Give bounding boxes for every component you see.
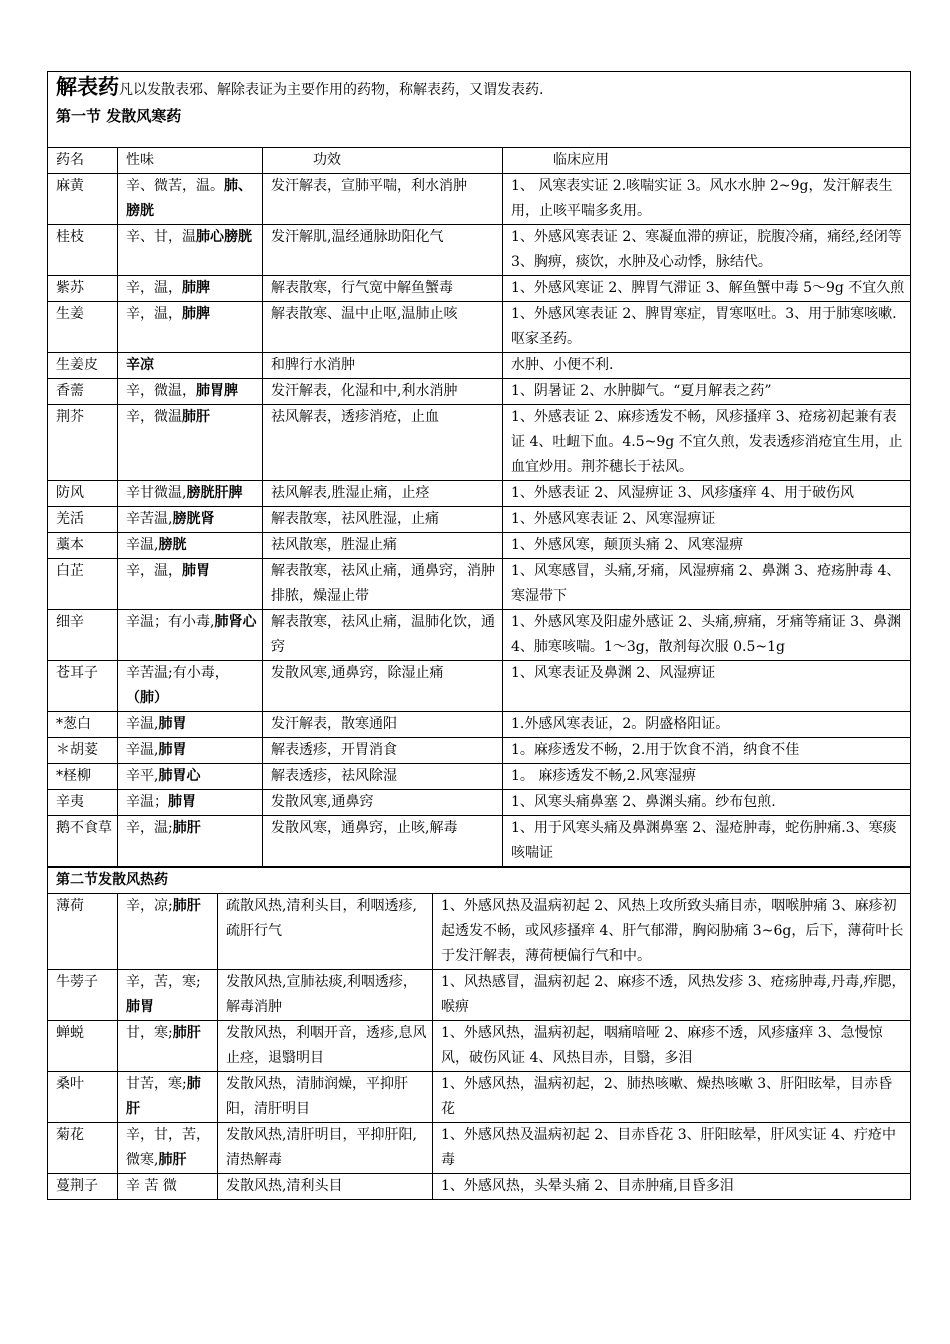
meridian-text: 肺肝	[172, 1025, 201, 1041]
taste-text: 辛，温，	[126, 306, 182, 322]
cell-use: 1、外感风寒及阳虚外感证 2、头痛,痹痛，牙痛等痛证 3、鼻渊 4、肺寒咳喘。1～3g，散剂每次服 0.5~1g	[503, 610, 911, 661]
herb-table	[47, 71, 911, 867]
taste-text: 辛温,	[126, 537, 159, 553]
table-row	[48, 1174, 911, 1200]
meridian-text: 肺心膀胱	[196, 229, 252, 245]
meridian-text: 肺肝	[172, 898, 201, 914]
taste-text: 辛，温;	[126, 820, 173, 836]
taste-text: 辛温,	[126, 716, 159, 732]
cell-effect: 发汗解肌,温经通脉助阳化气	[263, 225, 503, 276]
cell-use: 1、外感风寒表证 2、寒凝血滞的痹证，脘腹冷痛，痛经,经闭等 3、胸痹，痰饮，水肿及心动悸，脉结代。	[503, 225, 911, 276]
cell-taste	[118, 894, 218, 970]
cell-effect: 祛风散寒，胜湿止痛	[263, 533, 503, 559]
cell-name: 牛蒡子	[48, 970, 118, 1021]
table-row	[48, 1021, 911, 1072]
cell-name: 羌活	[48, 507, 118, 533]
taste-text: 辛、甘，温	[126, 229, 196, 245]
cell-name: *柽柳	[48, 764, 118, 790]
cell-taste	[118, 712, 263, 738]
cell-effect: 发散风热，利咽开音，透疹,息风止痉，退翳明目	[218, 1021, 433, 1072]
table-header-cell	[48, 72, 911, 148]
cell-taste	[118, 1072, 218, 1123]
cell-name: 荆芥	[48, 405, 118, 481]
cell-use: 1、外感表证 2、麻疹透发不畅，风疹搔痒 3、疮疡初起兼有表证 4、吐衄下血。4.5~9g 不宜久煎，发表透疹消疮宜生用，止血宜炒用。荆芥穗长于祛风。	[503, 405, 911, 481]
meridian-text: 肺胃	[126, 999, 154, 1015]
cell-name: 细辛	[48, 610, 118, 661]
cell-name: 紫苏	[48, 276, 118, 302]
cell-taste	[118, 533, 263, 559]
table-row	[48, 302, 911, 353]
cell-effect: 发汗解表，宣肺平喘，利水消肿	[263, 174, 503, 225]
cell-use: 1、外感风热及温病初起 2、目赤昏花 3、肝阳眩晕，肝风实证 4、疔疮中毒	[433, 1123, 911, 1174]
meridian-text: （肺）	[126, 690, 168, 706]
taste-text: 辛温；	[126, 794, 168, 810]
cell-use: 1。麻疹透发不畅，2.用于饮食不消，纳食不佳	[503, 738, 911, 764]
meridian-text: 膀胱	[158, 537, 187, 553]
table-row	[48, 405, 911, 481]
table-row	[48, 481, 911, 507]
table-row	[48, 764, 911, 790]
column-header-row	[48, 148, 911, 174]
cell-use: 1、 风寒表实证 2.咳喘实证 3。风水水肿 2~9g，发汗解表生用，止咳平喘多炙用。	[503, 174, 911, 225]
cell-taste	[118, 353, 263, 379]
meridian-text: 肺胃心	[158, 768, 201, 784]
cell-use: 1、风寒头痛鼻塞 2、鼻渊头痛。纱布包煎.	[503, 790, 911, 816]
table-row	[48, 970, 911, 1021]
cell-use: 1、风寒感冒，头痛,牙痛，风湿痹痛 2、鼻渊 3、疮疡肿毒 4、寒湿带下	[503, 559, 911, 610]
cell-effect: 解表散寒，祛风胜湿，止痛	[263, 507, 503, 533]
taste-text: 辛，甘，苦，微寒,	[126, 1127, 210, 1168]
cell-use: 1、外感风寒证 2、脾胃气滞证 3、解鱼蟹中毒 5～9g 不宜久煎	[503, 276, 911, 302]
cell-name: 生姜皮	[48, 353, 118, 379]
table-row	[48, 276, 911, 302]
cell-use: 1、外感风寒，颠顶头痛 2、风寒湿痹	[503, 533, 911, 559]
table-row	[48, 533, 911, 559]
cell-use: 水肿、小便不利.	[503, 353, 911, 379]
cell-taste	[118, 225, 263, 276]
table-row	[48, 507, 911, 533]
cell-effect: 疏散风热,清利头目，利咽透疹,疏肝行气	[218, 894, 433, 970]
cell-name: *葱白	[48, 712, 118, 738]
cell-taste	[118, 764, 263, 790]
cell-name: 菊花	[48, 1123, 118, 1174]
cell-name: 蔓荆子	[48, 1174, 118, 1200]
cell-effect: 发散风寒,通鼻窍	[263, 790, 503, 816]
taste-text: 辛，微温	[126, 409, 182, 425]
cell-effect: 解表散寒，祛风止痛，温肺化饮，通窍	[263, 610, 503, 661]
meridian-text: 肺胃	[168, 794, 196, 810]
taste-text: 辛，苦，寒;	[126, 974, 201, 990]
cell-taste	[118, 610, 263, 661]
taste-text: 辛温；有小毒,	[126, 614, 215, 630]
herb-table-2	[47, 867, 911, 1200]
cell-effect: 发汗解表，化湿和中,利水消肿	[263, 379, 503, 405]
cell-name: 防风	[48, 481, 118, 507]
taste-text: 辛苦温;有小毒，	[126, 665, 229, 681]
taste-text: 辛，温，	[126, 563, 182, 579]
meridian-text: 肺胃	[158, 742, 187, 758]
cell-use: 1、外感风寒表证 2、风寒湿痹证	[503, 507, 911, 533]
cell-name: 桑叶	[48, 1072, 118, 1123]
table-row	[48, 610, 911, 661]
taste-text: 甘，寒;	[126, 1025, 173, 1041]
cell-use: 1.外感风寒表证，2。阴盛格阳证。	[503, 712, 911, 738]
column-header: 功效	[263, 148, 503, 174]
cell-taste	[118, 276, 263, 302]
cell-name: 桂枝	[48, 225, 118, 276]
document-page	[47, 71, 910, 1200]
cell-use: 1、外感风热，温病初起，咽痛喑哑 2、麻疹不透，风疹瘙痒 3、急慢惊风，破伤风证 4、风热目赤，目翳，多泪	[433, 1021, 911, 1072]
meridian-text: 肺肝	[126, 1076, 201, 1117]
cell-taste	[118, 661, 263, 712]
section-title: 第一节 发散风寒药	[56, 107, 182, 125]
cell-effect: 和脾行水消肿	[263, 353, 503, 379]
cell-effect: 发散风寒,通鼻窍，除湿止痛	[263, 661, 503, 712]
cell-use: 1。 麻疹透发不畅,2.风寒湿痹	[503, 764, 911, 790]
cell-name: 薄荷	[48, 894, 118, 970]
cell-taste	[118, 559, 263, 610]
taste-text: 辛 苦 微	[126, 1178, 177, 1194]
cell-effect: 发散风热，清肺润燥，平抑肝阳，清肝明目	[218, 1072, 433, 1123]
meridian-text: 肺、膀胱	[126, 178, 252, 219]
taste-text: 辛甘微温,	[126, 485, 187, 501]
cell-effect: 解表散寒，行气宽中解鱼蟹毒	[263, 276, 503, 302]
meridian-text: 肺脾	[182, 306, 210, 322]
table-row	[48, 1072, 911, 1123]
cell-taste	[118, 379, 263, 405]
cell-effect: 祛风解表，透疹消疮，止血	[263, 405, 503, 481]
meridian-text: 肺肝	[182, 409, 210, 425]
meridian-text: 肺脾	[182, 280, 210, 296]
cell-use: 1、外感表证 2、风湿痹证 3、风疹瘙痒 4、用于破伤风	[503, 481, 911, 507]
cell-taste	[118, 738, 263, 764]
taste-text: 辛，凉;	[126, 898, 173, 914]
intro-text: 凡以发散表邪、解除表证为主要作用的药物，称解表药，又谓发表药.	[119, 82, 544, 98]
cell-taste	[118, 405, 263, 481]
section-title: 第二节发散风热药	[48, 868, 911, 894]
cell-name: 香薷	[48, 379, 118, 405]
meridian-text: 肺胃	[182, 563, 210, 579]
cell-use: 1、风寒表证及鼻渊 2、风湿痹证	[503, 661, 911, 712]
cell-use: 1、外感风热，温病初起，2、肺热咳嗽、燥热咳嗽 3、肝阳眩晕，目赤昏花	[433, 1072, 911, 1123]
cell-name: 麻黄	[48, 174, 118, 225]
meridian-text: 肺胃	[158, 716, 187, 732]
cell-use: 1、外感风寒表证 2、脾胃寒症，胃寒呕吐。3、用于肺寒咳嗽.呕家圣药。	[503, 302, 911, 353]
table-row	[48, 225, 911, 276]
taste-text: 辛，温，	[126, 280, 182, 296]
cell-effect: 发散风热,清利头目	[218, 1174, 433, 1200]
cell-effect: 发散风热,清肝明目，平抑肝阳,清热解毒	[218, 1123, 433, 1174]
cell-taste	[118, 302, 263, 353]
cell-taste	[118, 1174, 218, 1200]
cell-effect: 解表散寒、温中止呕,温肺止咳	[263, 302, 503, 353]
cell-use: 1、外感风热，头晕头痛 2、目赤肿痛,目昏多泪	[433, 1174, 911, 1200]
cell-taste	[118, 174, 263, 225]
meridian-text: 肺肝	[158, 1152, 187, 1168]
cell-name: 苍耳子	[48, 661, 118, 712]
taste-text: 辛，微温，	[126, 383, 196, 399]
taste-text: 甘苦，寒;	[126, 1076, 187, 1092]
table-row	[48, 712, 911, 738]
taste-text: 辛平,	[126, 768, 159, 784]
cell-effect: 发散风寒，通鼻窍，止咳,解毒	[263, 816, 503, 867]
table-row	[48, 559, 911, 610]
cell-effect: 祛风解表,胜湿止痛，止痉	[263, 481, 503, 507]
table-row	[48, 790, 911, 816]
cell-taste	[118, 507, 263, 533]
table-row	[48, 174, 911, 225]
meridian-text: 肺肾心	[214, 614, 257, 630]
cell-name: 蝉蜕	[48, 1021, 118, 1072]
cell-use: 1、用于风寒头痛及鼻渊鼻塞 2、湿疮肿毒，蛇伤肿痛.3、寒痰咳喘证	[503, 816, 911, 867]
cell-taste	[118, 1021, 218, 1072]
cell-effect: 发散风热,宣肺祛痰,利咽透疹，解毒消肿	[218, 970, 433, 1021]
page-title: 解表药	[56, 74, 119, 99]
table-row	[48, 1123, 911, 1174]
cell-name: 生姜	[48, 302, 118, 353]
cell-taste	[118, 970, 218, 1021]
cell-use: 1、阴暑证 2、水肿脚气。“夏月解表之药”	[503, 379, 911, 405]
table-row	[48, 738, 911, 764]
cell-use: 1、外感风热及温病初起 2、风热上攻所致头痛目赤，咽喉肿痛 3、麻疹初起透发不畅，或风疹搔痒 4、肝气郁滞，胸闷胁痛 3~6g，后下，薄荷叶长于发汗解表，薄荷梗偏行气和中。	[433, 894, 911, 970]
meridian-text: 膀胱肝脾	[186, 485, 243, 501]
column-header: 性味	[118, 148, 263, 174]
cell-name: 白芷	[48, 559, 118, 610]
table-row	[48, 816, 911, 867]
taste-text: 辛温,	[126, 742, 159, 758]
taste-text: 辛、微苦，温。	[126, 178, 224, 194]
meridian-text: 肺胃脾	[196, 383, 238, 399]
table-row	[48, 894, 911, 970]
cell-taste	[118, 816, 263, 867]
meridian-text: 肺肝	[172, 820, 201, 836]
cell-use: 1、风热感冒，温病初起 2、麻疹不透，风热发疹 3、疮疡肿毒,丹毒,痄腮，喉痹	[433, 970, 911, 1021]
table-row	[48, 661, 911, 712]
taste-text: 辛苦温,	[126, 511, 173, 527]
cell-effect: 解表散寒，祛风止痛，通鼻窍，消肿排脓，燥湿止带	[263, 559, 503, 610]
cell-effect: 发汗解表，散寒通阳	[263, 712, 503, 738]
cell-taste	[118, 790, 263, 816]
cell-taste	[118, 481, 263, 507]
meridian-text: 膀胱肾	[172, 511, 215, 527]
meridian-text: 辛凉	[126, 357, 154, 373]
column-header: 药名	[48, 148, 118, 174]
table-row	[48, 353, 911, 379]
section-row	[48, 868, 911, 894]
table-row	[48, 379, 911, 405]
cell-name: 辛夷	[48, 790, 118, 816]
cell-name: 藁本	[48, 533, 118, 559]
cell-name: 鹅不食草	[48, 816, 118, 867]
cell-effect: 解表透疹，祛风除湿	[263, 764, 503, 790]
cell-effect: 解表透疹，开胃消食	[263, 738, 503, 764]
column-header: 临床应用	[503, 148, 911, 174]
cell-taste	[118, 1123, 218, 1174]
cell-name: ＊胡荽	[48, 738, 118, 764]
